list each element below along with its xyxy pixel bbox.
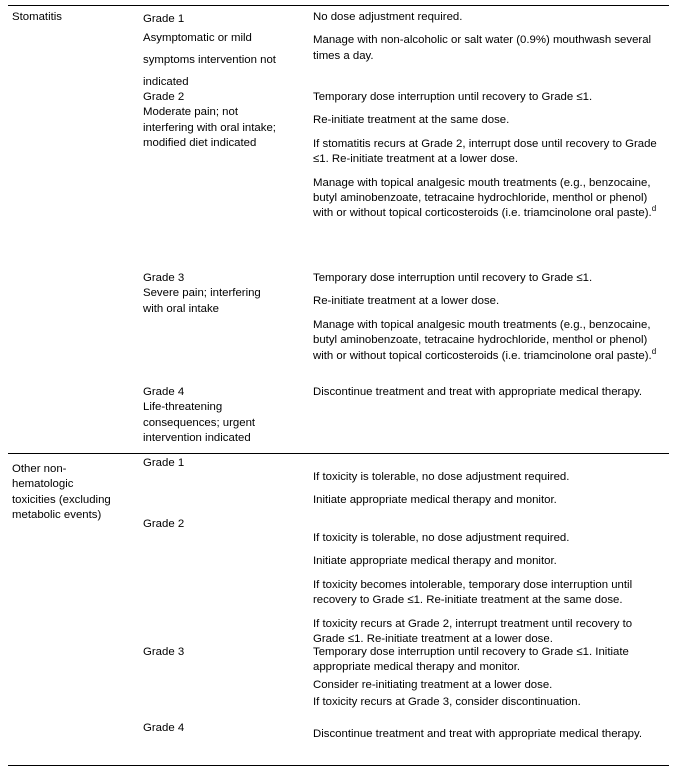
grade-heading: Grade 4: [143, 386, 185, 398]
category-label-line: Other non-: [12, 463, 67, 475]
action-text: If toxicity is tolerable, no dose adjustment required.: [313, 532, 570, 544]
action-cell: [0, 385, 677, 400]
action-paragraph: [313, 531, 661, 546]
action-cell: [0, 531, 677, 647]
action-paragraph: [313, 493, 661, 508]
action-text: Temporary dose interruption until recovery to Grade ≤1.: [313, 91, 593, 103]
action-text: If toxicity recurs at Grade 2, interrupt treatment until recovery to Grade ≤1. Re-initiate treatment at a lower dose.: [313, 617, 633, 646]
action-text: Consider re-initiating treatment at a lower dose.: [313, 678, 553, 691]
grade-description-line: Asymptomatic or mild: [143, 32, 252, 45]
action-text: Discontinue treatment and treat with appropriate medical therapy.: [313, 728, 643, 740]
action-paragraph: [313, 318, 661, 364]
action-block: [301, 271, 677, 364]
grade-description-line: symptoms intervention not: [143, 54, 276, 67]
grade-description-line: Moderate pain; not: [143, 106, 238, 119]
action-paragraph: [313, 113, 661, 128]
action-paragraph: [313, 271, 661, 286]
action-paragraph: [313, 727, 661, 742]
grade-heading: Grade 1: [143, 457, 185, 469]
action-paragraph: [313, 176, 661, 222]
action-cell: [0, 470, 677, 509]
action-block: [301, 727, 677, 742]
action-paragraph: [313, 617, 661, 648]
table-bottom-rule: [8, 765, 669, 766]
grade-heading: Grade 4: [143, 722, 185, 734]
action-text: No dose adjustment required.: [313, 11, 463, 23]
action-text: If toxicity is tolerable, no dose adjustment required.: [313, 471, 570, 483]
grade-description-line: indicated: [143, 76, 189, 89]
action-text: Manage with topical analgesic mouth treatments (e.g., benzocaine, butyl aminobenzoate, tetracaine hydrochloride, menthol or phenol) with or without topical corticosteroids (i.e. triamcinolone oral paste).: [313, 176, 652, 220]
action-block: [301, 10, 677, 64]
category-label-line: metabolic events): [12, 509, 102, 522]
action-cell: [0, 645, 677, 711]
action-cell: [0, 727, 677, 742]
action-paragraph: [313, 645, 661, 676]
action-text: Temporary dose interruption until recovery to Grade ≤1. Initiate appropriate medical therapy and monitor.: [313, 646, 629, 674]
action-paragraph: [313, 137, 661, 168]
grade-heading: Grade 2: [143, 518, 185, 530]
table-top-rule: [8, 5, 669, 6]
action-paragraph: [313, 385, 661, 400]
action-block: [301, 645, 677, 711]
grade-heading: Grade 2: [143, 91, 185, 103]
action-text: If stomatitis recurs at Grade 2, interrupt dose until recovery to Grade ≤1. Re-initiate treatment at a lower dose.: [313, 137, 657, 166]
action-paragraph: [313, 90, 661, 105]
action-block: [301, 385, 677, 400]
grade-description-line: Severe pain; interfering: [143, 287, 261, 300]
grade-description-line: with oral intake: [143, 302, 219, 315]
action-text: Re-initiate treatment at a lower dose.: [313, 295, 500, 308]
table-section-rule: [8, 453, 669, 454]
action-text: Temporary dose interruption until recovery to Grade ≤1.: [313, 272, 593, 284]
action-block: [301, 90, 677, 222]
action-paragraph: [313, 578, 661, 609]
action-paragraph: [313, 10, 661, 25]
category-label-line: hematologic: [12, 478, 74, 491]
action-paragraph: [313, 695, 661, 710]
action-paragraph: [313, 678, 661, 693]
action-text: If toxicity recurs at Grade 3, consider discontinuation.: [313, 696, 581, 709]
footnote-marker: d: [651, 204, 657, 214]
grade-description-line: intervention indicated: [143, 432, 251, 445]
action-paragraph: [313, 294, 661, 309]
category-label-line: toxicities (excluding: [12, 493, 111, 506]
action-block: [301, 470, 677, 509]
grade-description-line: modified diet indicated: [143, 137, 257, 150]
category-label-line: Stomatitis: [12, 11, 63, 23]
action-paragraph: [313, 554, 661, 569]
grade-description-line: consequences; urgent: [143, 416, 256, 429]
action-cell: [0, 90, 677, 222]
action-text: Re-initiate treatment at the same dose.: [313, 114, 510, 127]
grade-heading: Grade 1: [143, 13, 185, 25]
action-text: Manage with non-alcoholic or salt water (0.9%) mouthwash several times a day.: [313, 34, 652, 62]
action-cell: [0, 10, 677, 64]
action-text: Discontinue treatment and treat with appropriate medical therapy.: [313, 386, 643, 398]
action-text: If toxicity becomes intolerable, temporary dose interruption until recovery to Grade ≤1. Re-initiate treatment at the same dose.: [313, 578, 633, 607]
grade-description-line: Life-threatening: [143, 401, 223, 414]
grade-description-line: interfering with oral intake;: [143, 121, 276, 134]
action-paragraph: [313, 33, 661, 64]
grade-heading: Grade 3: [143, 646, 185, 658]
action-text: Manage with topical analgesic mouth treatments (e.g., benzocaine, butyl aminobenzoate, tetracaine hydrochloride, menthol or phenol) with or without topical corticosteroids (i.e. triamcinolone oral paste).: [313, 318, 652, 362]
action-text: Initiate appropriate medical therapy and monitor.: [313, 555, 557, 568]
action-text: Initiate appropriate medical therapy and monitor.: [313, 494, 557, 507]
footnote-marker: d: [651, 346, 657, 356]
action-cell: [0, 271, 677, 364]
action-paragraph: [313, 470, 661, 485]
grade-heading: Grade 3: [143, 272, 185, 284]
action-block: [301, 531, 677, 647]
